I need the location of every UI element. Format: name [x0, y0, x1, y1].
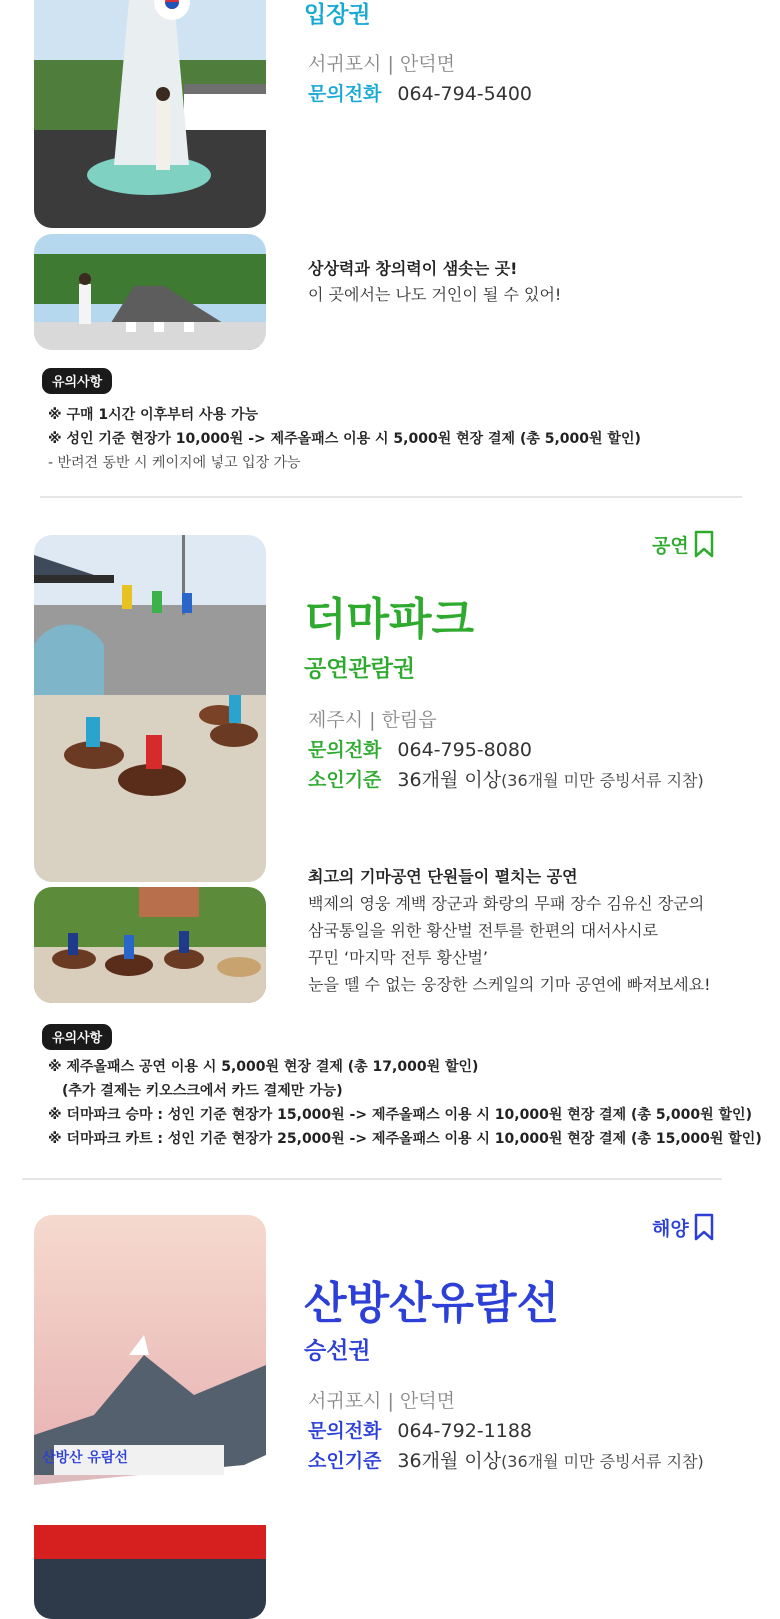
- bookmark-icon: [693, 1213, 715, 1241]
- notice-line: ※ 더마파크 카트 : 성인 기준 현장가 25,000원 -> 제주올패스 이용 시 10,000원 현장 결제 (총 15,000원 할인): [48, 1131, 762, 1147]
- section1-subtitle: 입장권: [304, 2, 371, 28]
- horse-riders-photo: [34, 887, 266, 1003]
- discount-note: (36개월 미만 증빙서류 지참): [501, 1452, 704, 1471]
- section1-desc-head: 상상력과 창의력이 샘솟는 곳!: [308, 259, 518, 278]
- section1-phone-row: [308, 79, 532, 106]
- phone-label: 문의전화: [308, 83, 382, 105]
- discount-note: (36개월 미만 증빙서류 지참): [501, 771, 704, 790]
- section-divider: [40, 496, 742, 498]
- phone-number[interactable]: 064-792-1188: [397, 1420, 533, 1442]
- cruise-ship-photo: [34, 1215, 266, 1619]
- section2-phone-row: [308, 735, 532, 762]
- discount-label: 소인기준: [308, 769, 382, 791]
- notice-line: ※ 제주올패스 공연 이용 시 5,000원 현장 결제 (총 17,000원 할인): [48, 1059, 479, 1075]
- section2-desc-line: 백제의 영웅 계백 장군과 화랑의 무패 장수 김유신 장군의: [308, 894, 705, 913]
- section2-desc-line: 꾸민 ‘마지막 전투 황산벌’: [308, 948, 488, 967]
- horse-show-photo: [34, 535, 266, 882]
- notice-line: ※ 성인 기준 현장가 10,000원 -> 제주올패스 이용 시 5,000원 현장 결제 (총 5,000원 할인): [48, 431, 641, 447]
- category-tag-marine[interactable]: [652, 1213, 715, 1241]
- notice-line: (추가 결제는 키오스크에서 카드 결제만 가능): [62, 1083, 343, 1099]
- notice-line: ※ 더마파크 승마 : 성인 기준 현장가 15,000원 -> 제주올패스 이용 시 10,000원 현장 결제 (총 5,000원 할인): [48, 1107, 752, 1123]
- section3-subtitle: 승선권: [304, 1338, 371, 1364]
- section3-location: 서귀포시 | 안덕면: [308, 1390, 455, 1412]
- section2-desc-head: 최고의 기마공연 단원들이 펼치는 공연: [308, 867, 578, 886]
- section2-location: 제주시 | 한림읍: [308, 709, 437, 731]
- section3-discount-row: [308, 1446, 704, 1473]
- statue-photo: [34, 0, 266, 228]
- section1-location: 서귀포시 | 안덕면: [308, 53, 455, 75]
- notice-line: ※ 구매 1시간 이후부터 사용 가능: [48, 407, 259, 423]
- section2-title: 더마파크: [304, 594, 475, 645]
- section3-title: 산방산유람선: [304, 1278, 560, 1329]
- discount-label: 소인기준: [308, 1450, 382, 1472]
- phone-label: 문의전화: [308, 1420, 382, 1442]
- discount-value: 36개월 이상: [397, 769, 502, 791]
- discount-value: 36개월 이상: [397, 1450, 502, 1472]
- section-divider: [22, 1178, 722, 1180]
- section2-subtitle: 공연관람권: [304, 656, 416, 682]
- notice-badge: 유의사항: [42, 368, 112, 394]
- section3-phone-row: [308, 1416, 532, 1443]
- bookmark-icon: [693, 530, 715, 558]
- category-tag-label: 해양: [652, 1217, 689, 1240]
- notice-line: - 반려견 동반 시 케이지에 넣고 입장 가능: [48, 455, 301, 471]
- phone-number[interactable]: 064-795-8080: [397, 739, 533, 761]
- section2-desc-line: 삼국통일을 위한 황산벌 전투를 한편의 대서사시로: [308, 921, 659, 940]
- phone-label: 문의전화: [308, 739, 382, 761]
- road-photo: [34, 234, 266, 350]
- section2-discount-row: [308, 765, 704, 792]
- section2-desc-line: 눈을 뗄 수 없는 웅장한 스케일의 기마 공연에 빠져보세요!: [308, 975, 711, 994]
- section1-desc-line: 이 곳에서는 나도 거인이 될 수 있어!: [308, 285, 562, 304]
- category-tag-label: 공연: [652, 534, 689, 557]
- phone-number[interactable]: 064-794-5400: [397, 83, 533, 105]
- category-tag-performance[interactable]: [652, 530, 715, 558]
- ship-hull-text: 산방산 유람선: [42, 1450, 129, 1466]
- notice-badge: 유의사항: [42, 1024, 112, 1050]
